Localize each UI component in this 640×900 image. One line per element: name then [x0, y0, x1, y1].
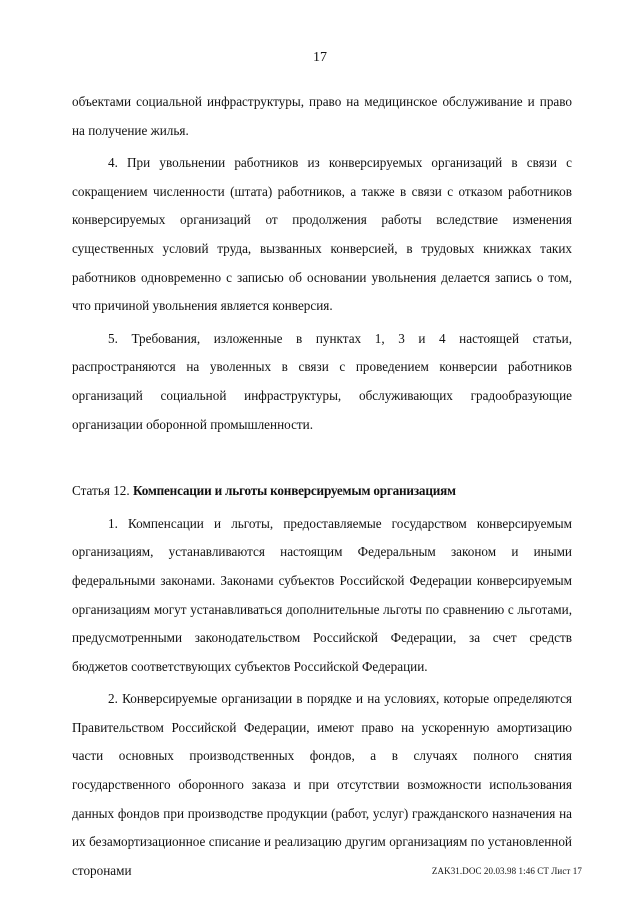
paragraph-continuation: объектами социальной инфраструктуры, право на медицинское обслуживание и право на получение жилья.	[72, 94, 572, 138]
article-number: Статья 12.	[72, 483, 130, 499]
article-paragraph-2: 2. Конверсируемые организации в порядке и на условиях, которые определяются Правительством Российской Федерации, имеют право на ускоренную амортизацию части основных производственных фондов, а в случаях полного снятия государственного оборонного заказа и при отсутствии возможности использования данных фондов при производстве продукции (работ, услуг) гражданского назначения на их безамортизационное списание и реализацию другим организациям по установленной сторонами	[72, 691, 572, 878]
article-paragraph-1: 1. Компенсации и льготы, предоставляемые государством конверсируемым организациям, устанавливаются настоящим Федеральным законом и иными федеральными законами. Законами субъектов Российской Федерации конверсируемым организациям могут устанавливаться дополнительные льготы по сравнению с льготами, предусмотренными законодательством Российской Федерации, за счет средств бюджетов соответствующих субъектов Российской Федерации.	[72, 515, 572, 674]
paragraph-5: 5. Требования, изложенные в пунктах 1, 3 и 4 настоящей статьи, распространяются на уволенных в связи с проведением конверсии работников организаций социальной инфраструктуры, обслуживающих градообразующие организации оборонной промышленности.	[72, 330, 572, 432]
article-heading	[72, 477, 572, 506]
paragraph-4: 4. При увольнении работников из конверсируемых организаций в связи с сокращением численности (штата) работников, а также в связи с отказом работников конверсируемых организаций от продолжения работы вследствие изменения существенных условий труда, вызванных конверсией, в трудовых книжках таких работников одновременно с записью об основании увольнения делается запись о том, что причиной увольнения является конверсия.	[72, 155, 572, 314]
document-footer: ZAK31.DOC 20.03.98 1:46 CT Лист 17	[431, 866, 582, 876]
document-body	[72, 88, 572, 885]
page-number: 17	[313, 50, 327, 65]
article-title: Компенсации и льготы конверсируемым организациям	[132, 483, 456, 499]
